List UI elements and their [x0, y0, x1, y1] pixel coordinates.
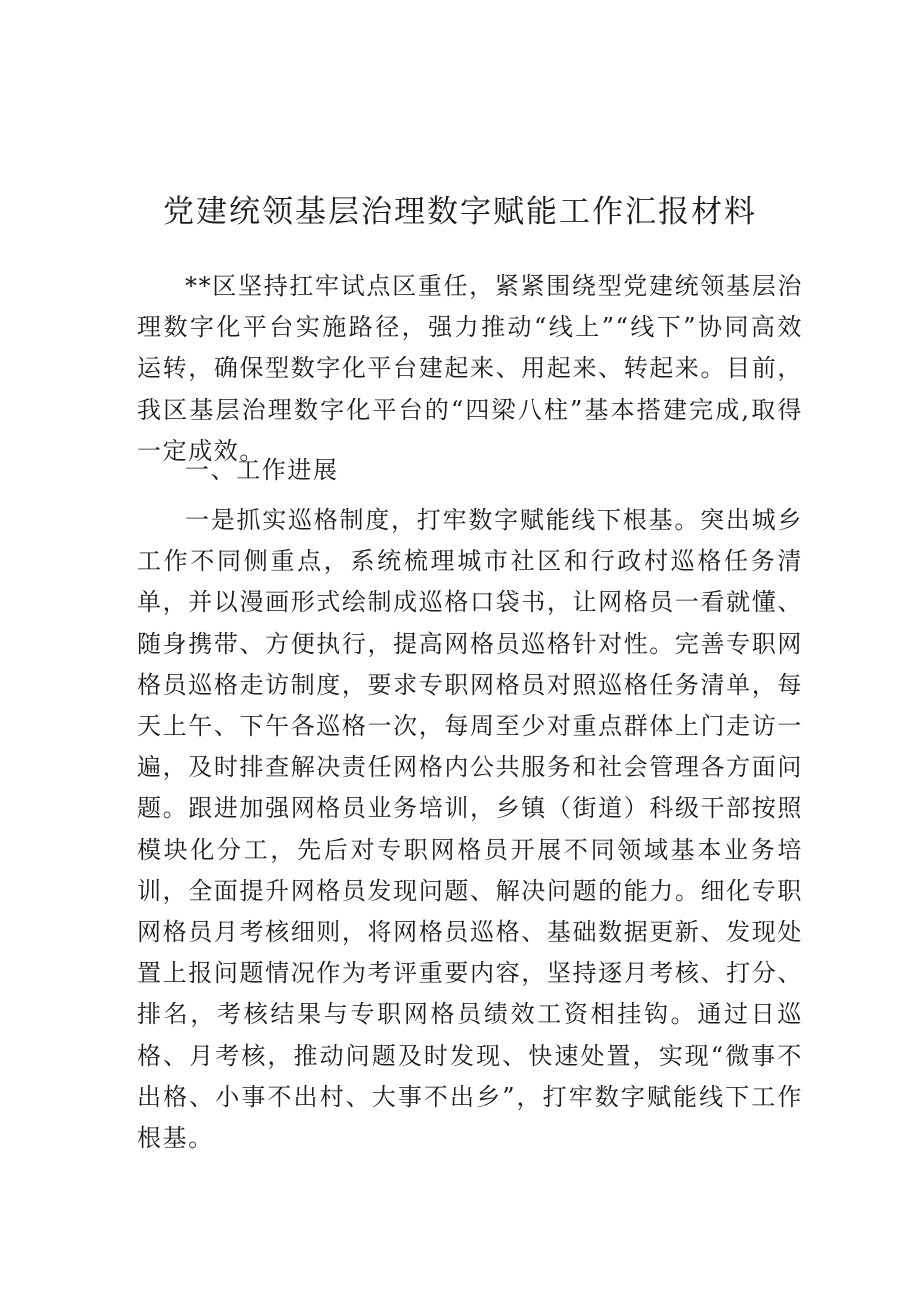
intro-paragraph: **区坚持扛牢试点区重任，紧紧围绕型党建统领基层治理数字化平台实施路径，强力推动“线上”“线下”协同高效运转，确保型数字化平台建起来、用起来、转起来。目前，我区基层治理数字化平台的“四梁八柱”基本搭建完成,取得一定成效。 — [137, 272, 803, 465]
section-heading-work-progress: 一、工作进展 — [185, 456, 339, 484]
work-progress-paragraph: 一是抓实巡格制度，打牢数字赋能线下根基。突出城乡工作不同侧重点，系统梳理城市社区和行政村巡格任务清单，并以漫画形式绘制成巡格口袋书，让网格员一看就懂、随身携带、方便执行，提高网格员巡格针对性。完善专职网格员巡格走访制度，要求专职网格员对照巡格任务清单，每天上午、下午各巡格一次，每周至少对重点群体上门走访一遍，及时排查解决责任网格内公共服务和社会管理各方面问题。跟进加强网格员业务培训，乡镇（街道）科级干部按照模块化分工，先后对专职网格员开展不同领域基本业务培训，全面提升网格员发现问题、解决问题的能力。细化专职网格员月考核细则，将网格员巡格、基础数据更新、发现处置上报问题情况作为考评重要内容，坚持逐月考核、打分、排名，考核结果与专职网格员绩效工资相挂钩。通过日巡格、月考核，推动问题及时发现、快速处置，实现“微事不出格、小事不出村、大事不出乡”，打牢数字赋能线下工作根基。 — [137, 506, 803, 1153]
document-title: 党建统领基层治理数字赋能工作汇报材料 — [163, 194, 757, 230]
